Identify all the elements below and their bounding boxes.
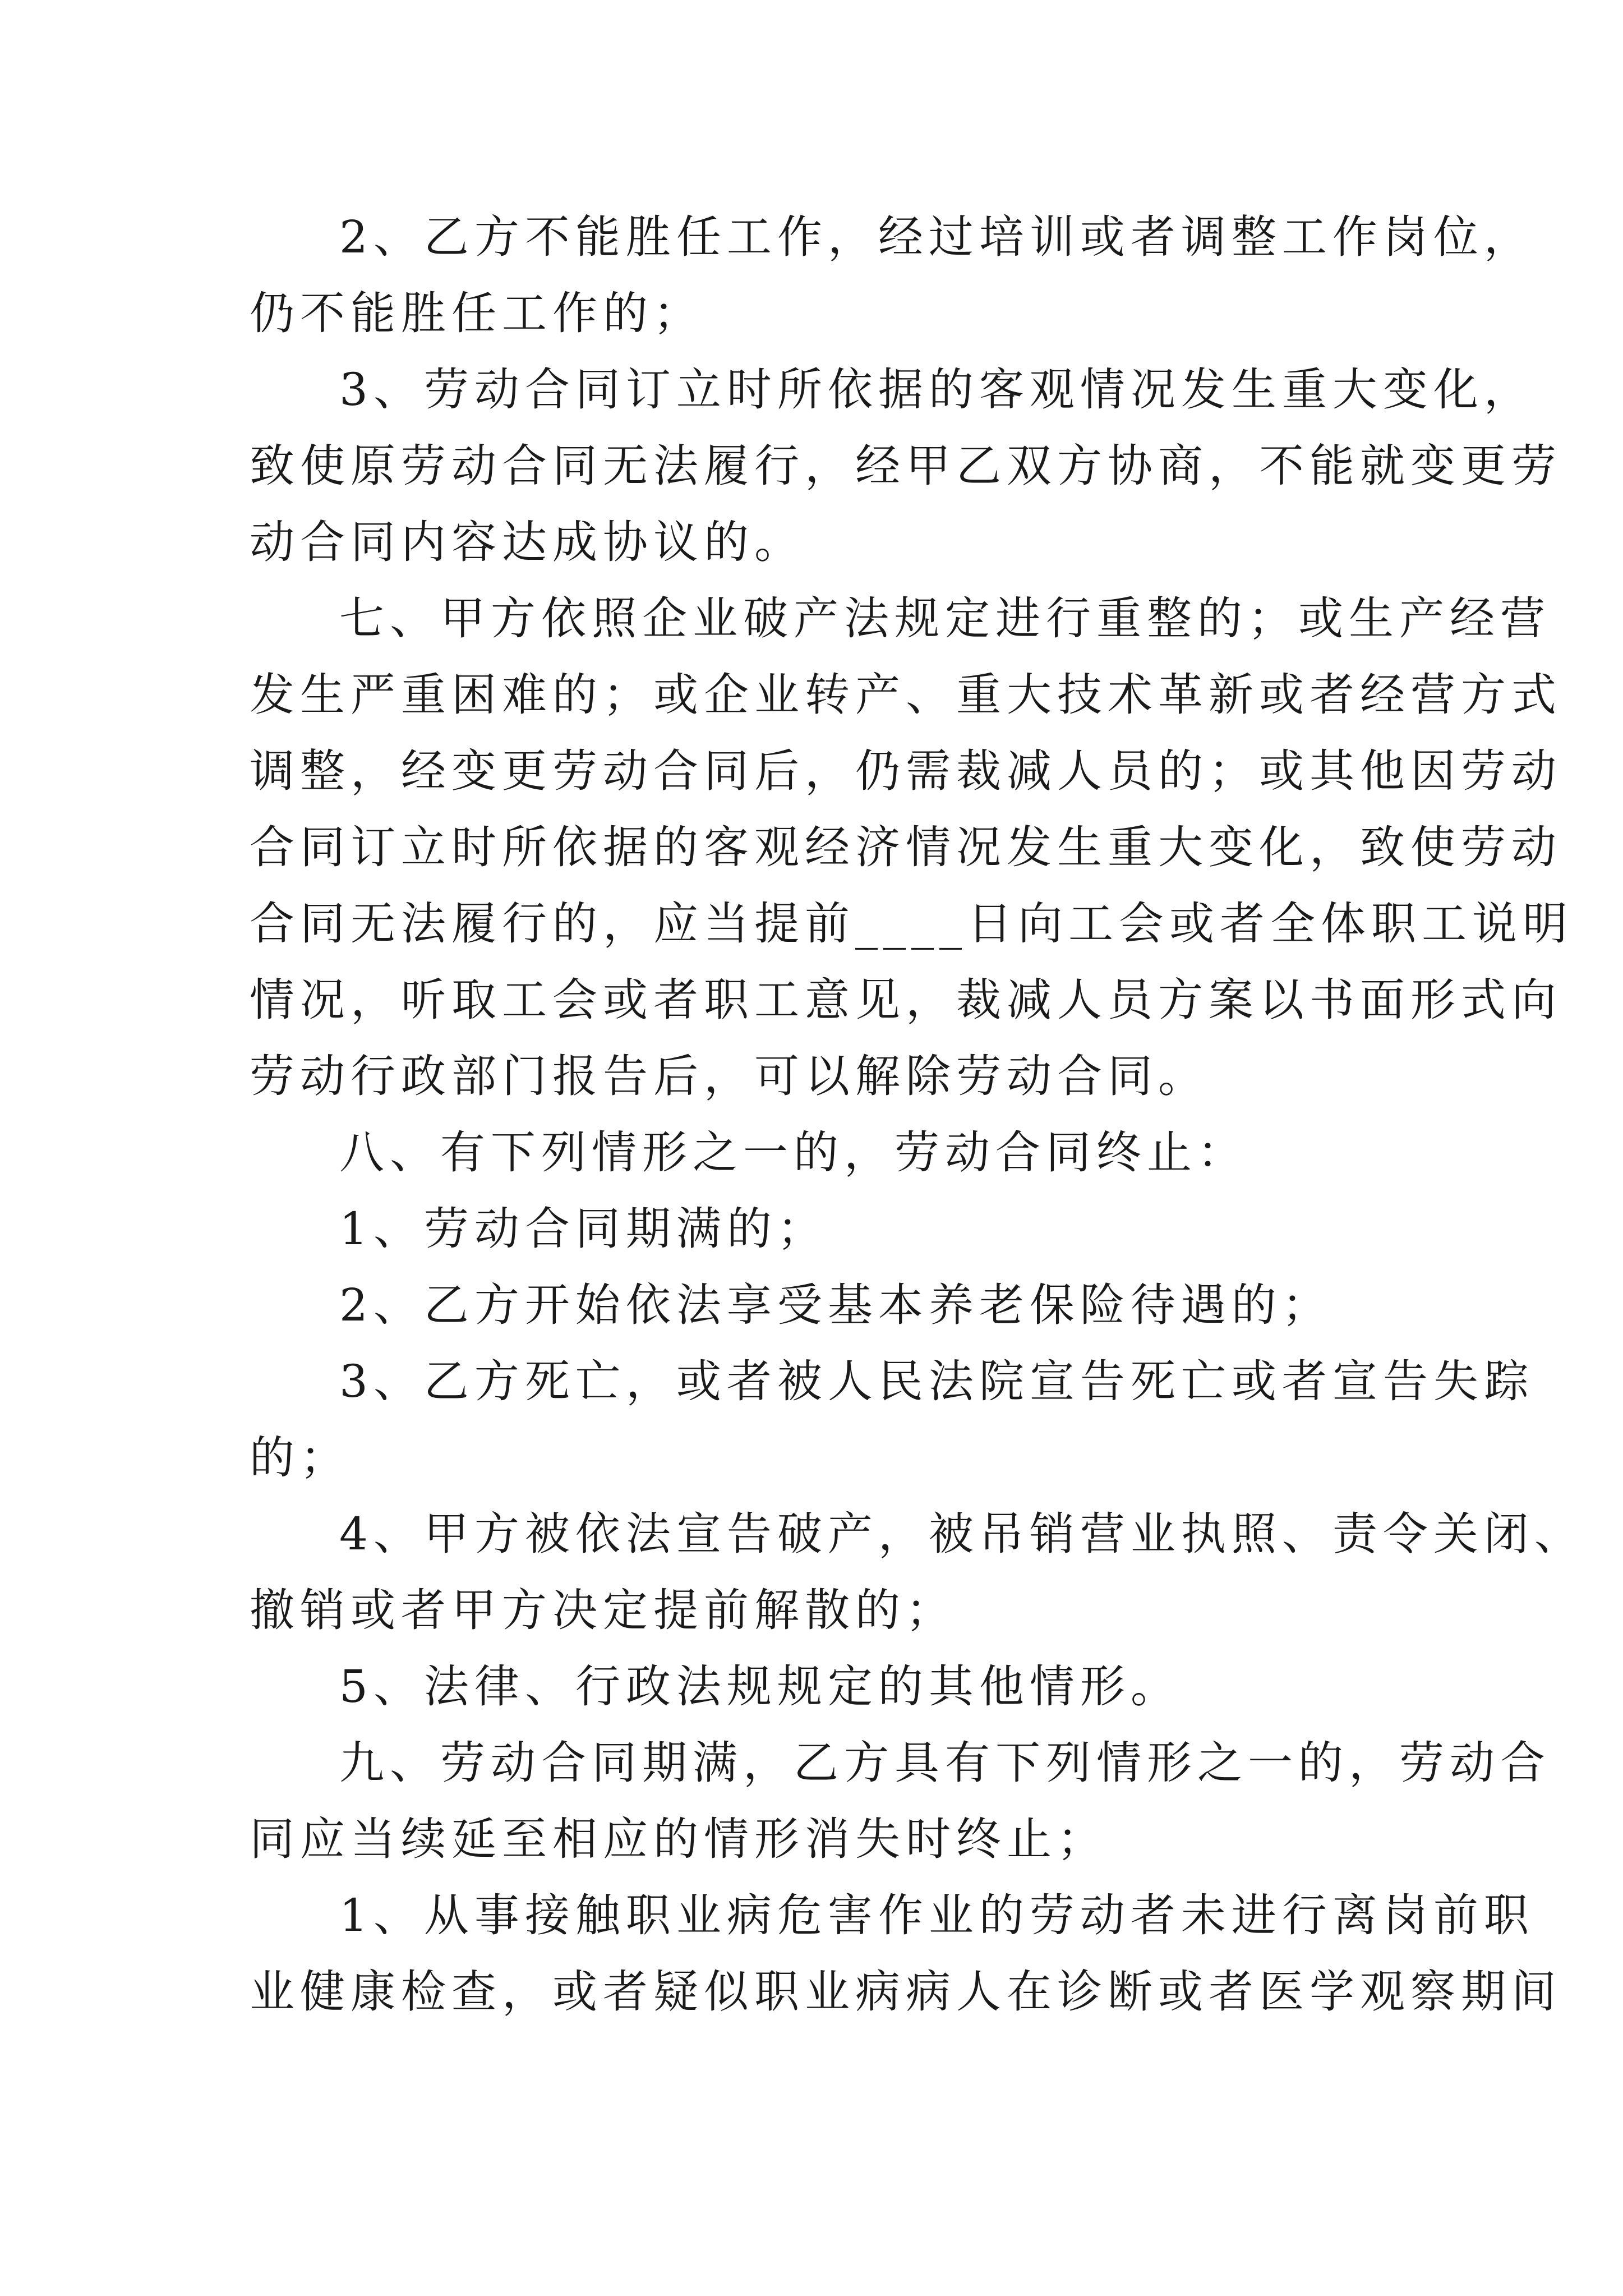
text-line: 九、劳动合同期满，乙方具有下列情形之一的，劳动合	[339, 1737, 1551, 1789]
paragraph	[250, 352, 1562, 581]
text-line: 3、乙方死亡，或者被人民法院宣告死亡或者宣告失踪	[339, 1355, 1534, 1407]
paragraph	[250, 1343, 1534, 1496]
text-line: 合同订立时所依据的客观经济情况发生重大变化，致使劳动	[250, 821, 1562, 873]
paragraph	[250, 1267, 1394, 1343]
text-line: 撤销或者甲方决定提前解散的；	[250, 1584, 956, 1636]
text-line: 1、劳动合同期满的；	[339, 1203, 828, 1255]
text-line: 的；	[250, 1432, 351, 1484]
paragraph	[250, 1115, 1394, 1191]
text-line: 5、法律、行政法规规定的其他情形。	[339, 1660, 1181, 1713]
paragraph	[250, 581, 1573, 1115]
paragraph	[250, 1496, 1585, 1649]
text-line: 八、有下列情形之一的，劳动合同终止：	[339, 1126, 1248, 1179]
text-line: 发生严重困难的；或企业转产、重大技术革新或者经营方式	[250, 669, 1562, 721]
paragraph	[250, 1649, 1394, 1725]
paragraph	[250, 1878, 1562, 2030]
text-line: 动合同内容达成协议的。	[250, 516, 805, 568]
paragraph	[250, 199, 1534, 352]
paragraph	[250, 1725, 1551, 1878]
text-line: 3、劳动合同订立时所依据的客观情况发生重大变化，	[339, 364, 1534, 416]
text-line: 合同无法履行的，应当提前____日向工会或者全体职工说明	[250, 898, 1573, 950]
text-line: 4、甲方被依法宣告破产，被吊销营业执照、责令关闭、	[339, 1508, 1585, 1560]
text-line: 劳动行政部门报告后，可以解除劳动合同。	[250, 1050, 1209, 1102]
text-line: 同应当续延至相应的情形消失时终止；	[250, 1813, 1108, 1865]
text-line: 2、乙方不能胜任工作，经过培训或者调整工作岗位，	[339, 211, 1534, 263]
text-line: 业健康检查，或者疑似职业病病人在诊断或者医学观察期间	[250, 1966, 1562, 2018]
paragraph	[250, 1191, 1394, 1267]
text-line: 调整，经变更劳动合同后，仍需裁减人员的；或其他因劳动	[250, 745, 1562, 797]
document-body	[250, 199, 1585, 2030]
text-line: 致使原劳动合同无法履行，经甲乙双方协商，不能就变更劳	[250, 440, 1562, 492]
text-line: 2、乙方开始依法享受基本养老保险待遇的；	[339, 1279, 1332, 1331]
text-line: 情况，听取工会或者职工意见，裁减人员方案以书面形式向	[250, 974, 1562, 1026]
text-line: 七、甲方依照企业破产法规定进行重整的；或生产经营	[339, 592, 1551, 645]
text-line: 仍不能胜任工作的；	[250, 287, 704, 339]
text-line: 1、从事接触职业病危害作业的劳动者未进行离岗前职	[339, 1889, 1534, 1941]
